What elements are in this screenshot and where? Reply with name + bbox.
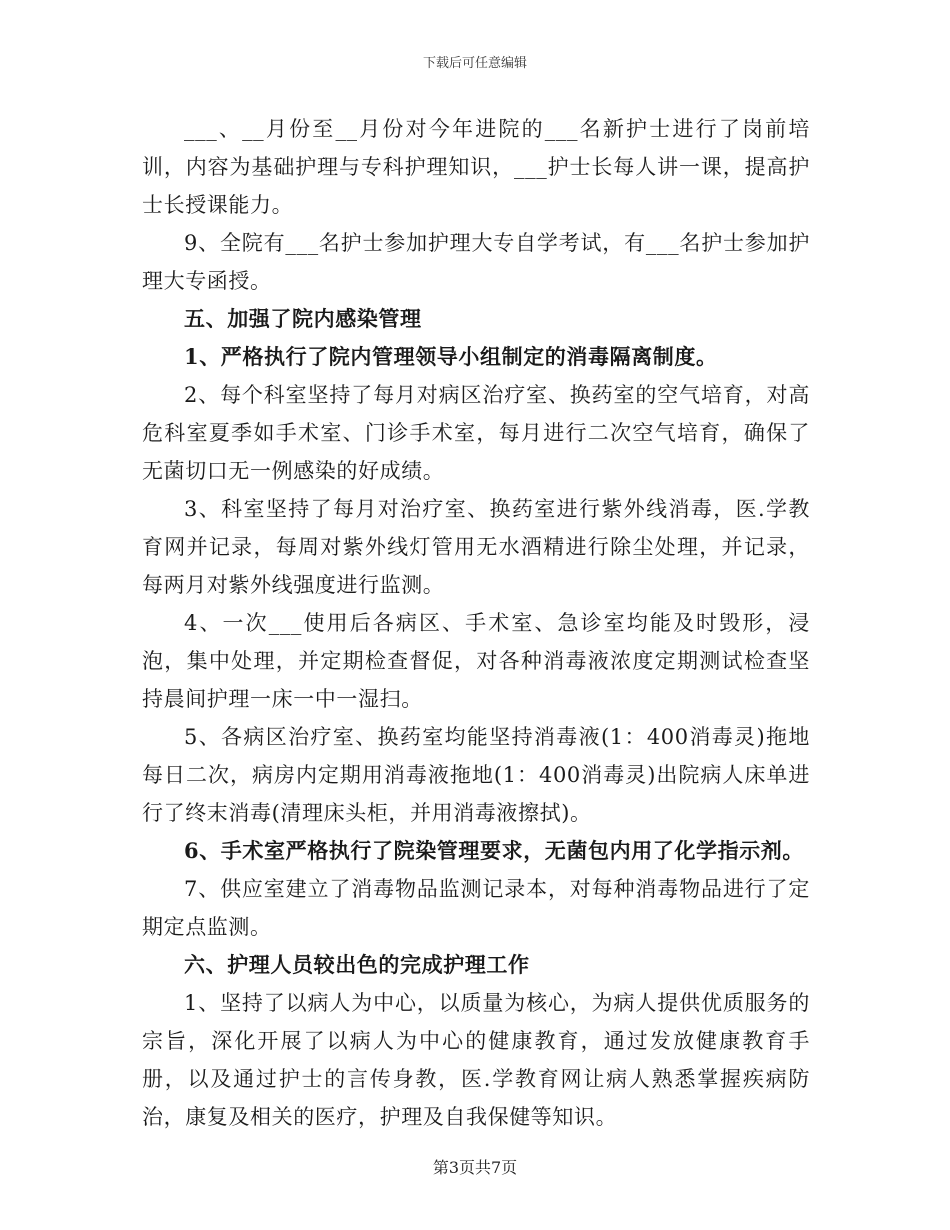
paragraph: 3、科室坚持了每月对治疗室、换药室进行紫外线消毒，医.学教育网并记录，每周对紫外线灯管用无水酒精进行除尘处理，并记录，每两月对紫外线强度进行监测。 (142, 497, 810, 597)
paragraph: 7、供应室建立了消毒物品监测记录本，对每种消毒物品进行了定期定点监测。 (142, 877, 810, 939)
document-body (142, 110, 810, 1136)
paragraph: 6、手术室严格执行了院染管理要求，无菌包内用了化学指示剂。 (184, 838, 805, 863)
paragraph: 5、各病区治疗室、换药室均能坚持消毒液(1：400消毒灵)拖地每日二次，病房内定期用消毒液拖地(1：400消毒灵)出院病人床单进行了终末消毒(清理床头柜，并用消毒液擦拭)。 (142, 725, 810, 825)
paragraph: 4、一次___使用后各病区、手术室、急诊室均能及时毁形，浸泡，集中处理，并定期检查督促，对各种消毒液浓度定期测试检查坚持晨间护理一床一中一湿扫。 (142, 611, 810, 711)
paragraph: 9、全院有___名护士参加护理大专自学考试，有___名护士参加护理大专函授。 (142, 231, 810, 293)
section-heading: 五、加强了院内感染管理 (184, 306, 422, 331)
page-header: 下载后可任意编辑 (422, 56, 527, 71)
paragraph: 1、坚持了以病人为中心，以质量为核心，为病人提供优质服务的宗旨，深化开展了以病人为中心的健康教育，通过发放健康教育手册，以及通过护士的言传身教，医.学教育网让病人熟悉掌握疾病防治，康复及相关的医疗，护理及自我保健等知识。 (142, 991, 810, 1129)
section-heading: 六、护理人员较出色的完成护理工作 (184, 952, 530, 977)
paragraph: 1、严格执行了院内管理领导小组制定的消毒隔离制度。 (184, 344, 718, 369)
paragraph: ___、__月份至__月份对今年进院的___名新护士进行了岗前培训，内容为基础护理与专科护理知识，___护士长每人讲一课，提高护士长授课能力。 (142, 117, 810, 217)
paragraph: 2、每个科室坚持了每月对病区治疗室、换药室的空气培育，对高危科室夏季如手术室、门诊手术室，每月进行二次空气培育，确保了无菌切口无一例感染的好成绩。 (142, 383, 810, 483)
page-footer: 第3页共7页 (432, 1158, 518, 1177)
